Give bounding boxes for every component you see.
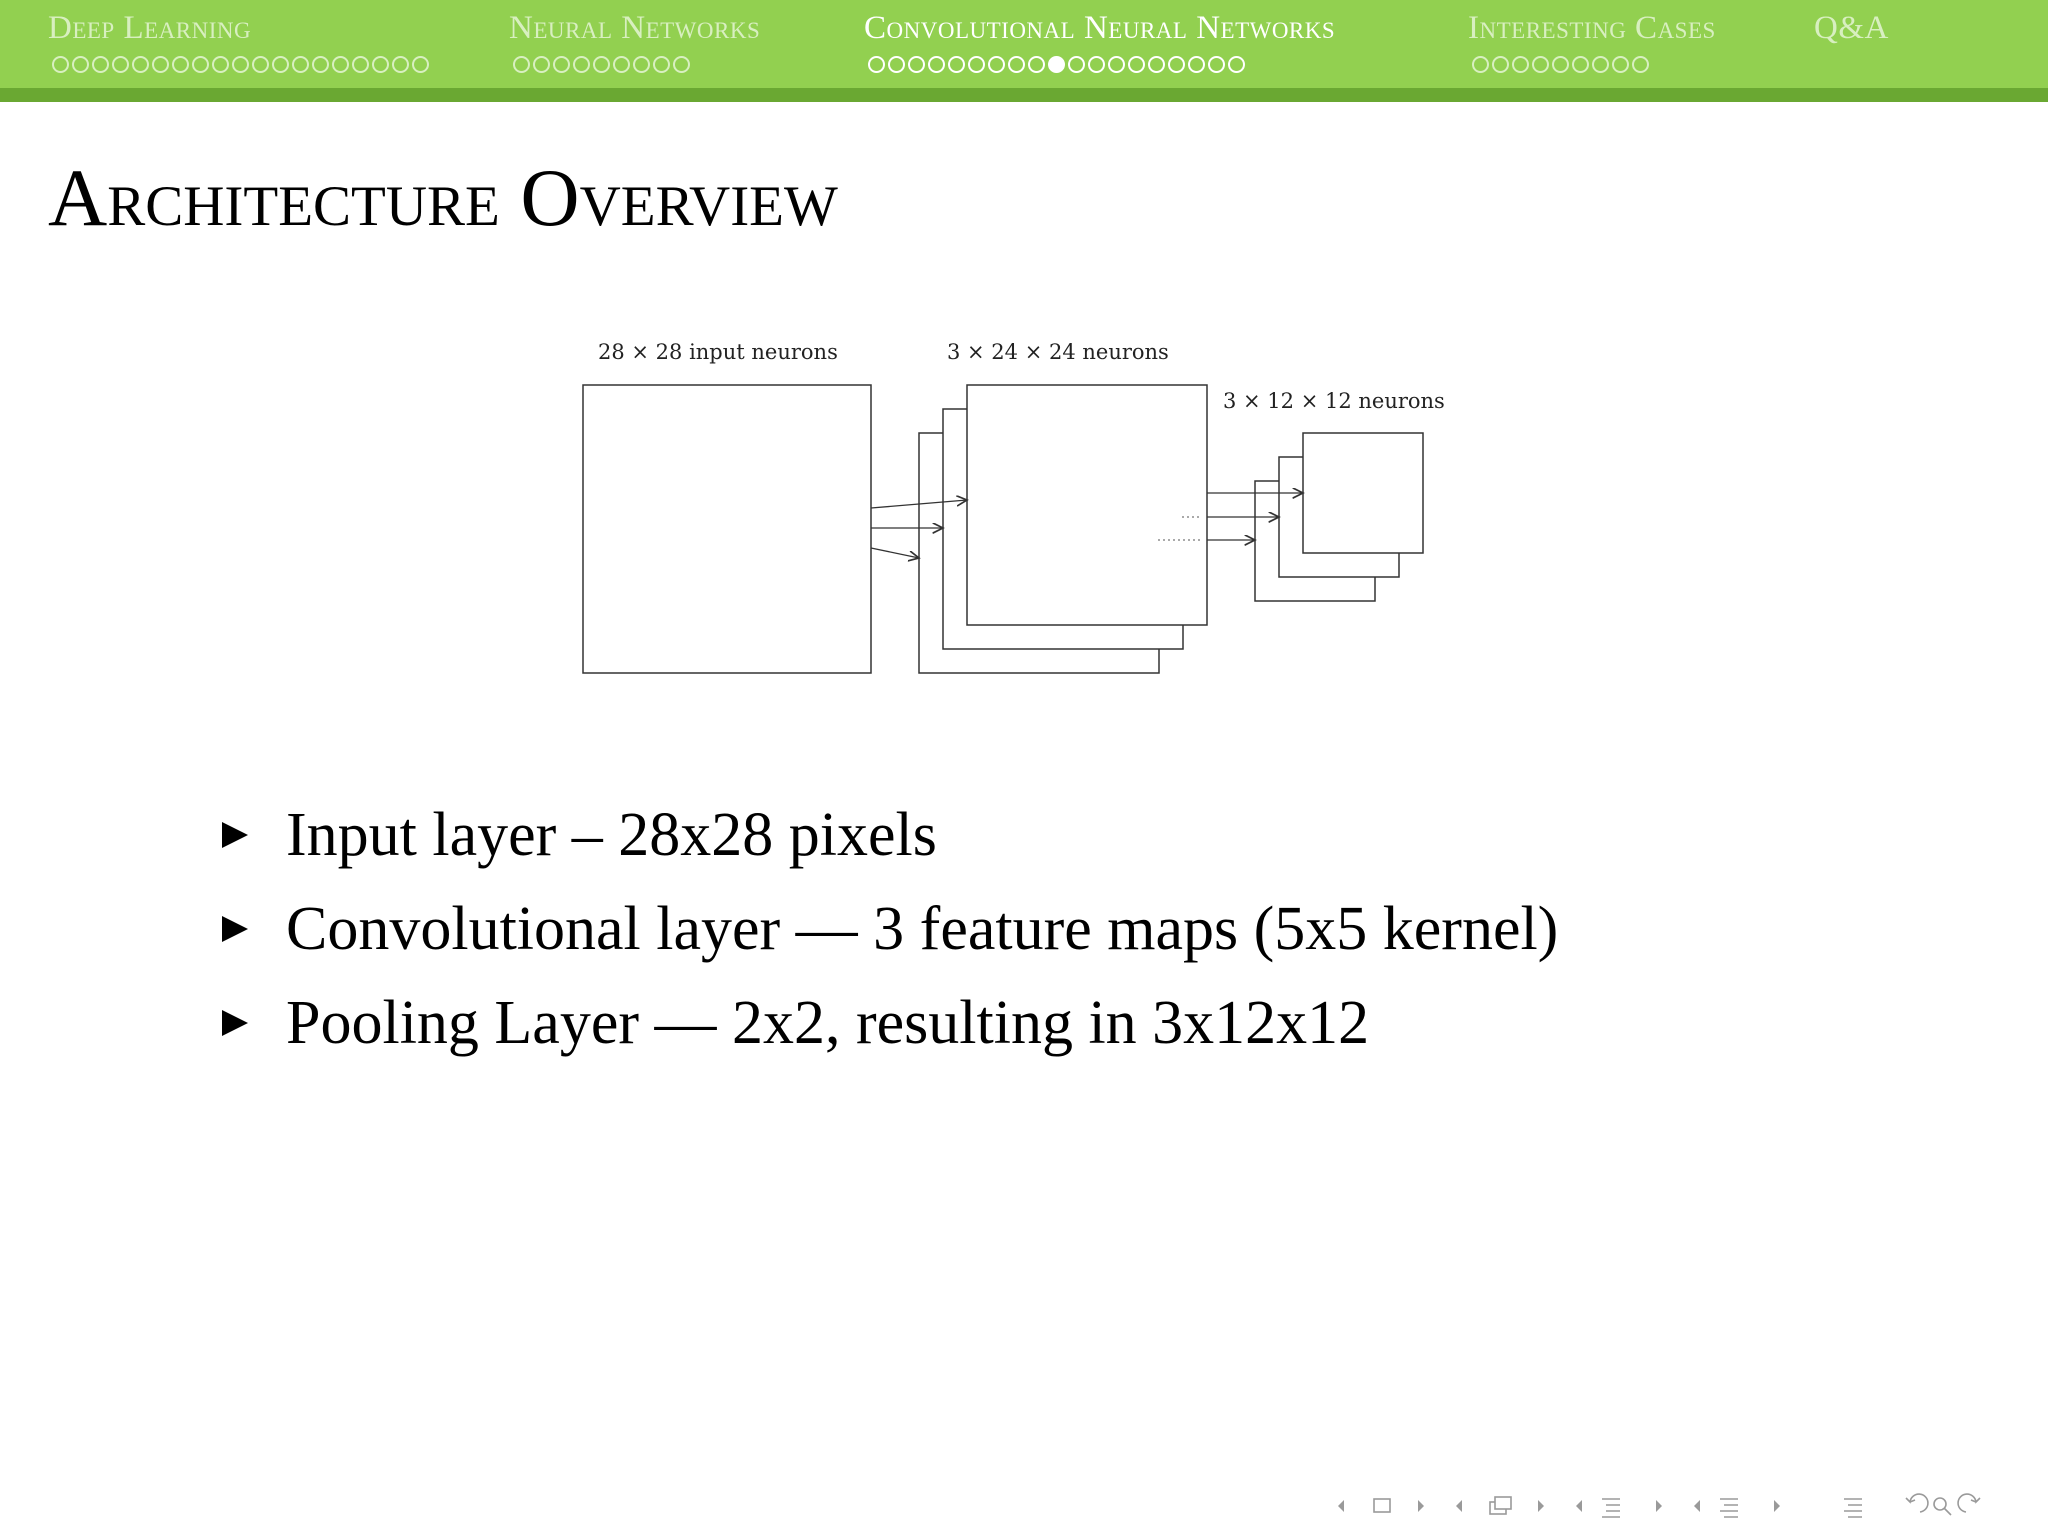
forward-icon[interactable] xyxy=(1958,1494,1980,1512)
frame-dot[interactable] xyxy=(232,56,249,73)
nav-dots xyxy=(48,56,429,73)
document-icon[interactable] xyxy=(1720,1499,1738,1517)
frame-dot[interactable] xyxy=(653,56,670,73)
frame-dot[interactable] xyxy=(352,56,369,73)
subsection-next-icon[interactable] xyxy=(1538,1500,1544,1512)
section-prev-icon[interactable] xyxy=(1576,1500,1582,1512)
frame-dot[interactable] xyxy=(292,56,309,73)
frame-dot[interactable] xyxy=(868,56,885,73)
frame-dot[interactable] xyxy=(968,56,985,73)
nav-section-interesting-cases[interactable] xyxy=(1468,8,1716,84)
input-layer-box xyxy=(583,385,871,673)
frame-dot[interactable] xyxy=(513,56,530,73)
frame-dot[interactable] xyxy=(573,56,590,73)
bullet-text: Pooling Layer — 2x2, resulting in 3x12x12 xyxy=(286,988,1370,1057)
frame-dot[interactable] xyxy=(332,56,349,73)
frame-dot[interactable] xyxy=(633,56,650,73)
frame-dot[interactable] xyxy=(1108,56,1125,73)
triangle-bullet-icon xyxy=(222,1010,248,1036)
frame-dot[interactable] xyxy=(392,56,409,73)
frame-dot[interactable] xyxy=(212,56,229,73)
frame-dot[interactable] xyxy=(132,56,149,73)
frame-dot[interactable] xyxy=(1008,56,1025,73)
frame-prev-icon[interactable] xyxy=(1338,1500,1344,1512)
nav-section-cnn[interactable] xyxy=(864,8,1335,84)
frame-dot[interactable] xyxy=(52,56,69,73)
frame-dot[interactable] xyxy=(1492,56,1509,73)
toc-icon[interactable] xyxy=(1844,1499,1862,1517)
nav-section-title[interactable]: Deep Learning xyxy=(48,10,252,46)
frame-dot[interactable] xyxy=(533,56,550,73)
frame-dot[interactable] xyxy=(1572,56,1589,73)
conv-layer-label: 3 × 24 × 24 neurons xyxy=(947,340,1169,364)
frame-icon[interactable] xyxy=(1374,1499,1390,1512)
frame-dot[interactable] xyxy=(1472,56,1489,73)
section-navigation-bar xyxy=(0,0,2048,88)
section-icon[interactable] xyxy=(1602,1499,1620,1517)
frame-dot[interactable] xyxy=(252,56,269,73)
nav-dots xyxy=(1468,56,1716,73)
pooled-map-1 xyxy=(1303,433,1423,553)
frame-dot[interactable] xyxy=(172,56,189,73)
frame-dot[interactable] xyxy=(1208,56,1225,73)
frame-dot[interactable] xyxy=(72,56,89,73)
nav-section-title[interactable]: Convolutional Neural Networks xyxy=(864,10,1336,46)
subsection-icon-back xyxy=(1495,1497,1511,1509)
frame-dot[interactable] xyxy=(1532,56,1549,73)
frame-dot[interactable] xyxy=(312,56,329,73)
frame-dot[interactable] xyxy=(1612,56,1629,73)
header-divider xyxy=(0,88,2048,102)
frame-dot[interactable] xyxy=(553,56,570,73)
frame-dot[interactable] xyxy=(1512,56,1529,73)
frame-dot[interactable] xyxy=(152,56,169,73)
frame-dot[interactable] xyxy=(1088,56,1105,73)
frame-title: Architecture Overview xyxy=(48,152,838,243)
frame-dot[interactable] xyxy=(948,56,965,73)
connection-arrow xyxy=(871,548,919,558)
frame-dot[interactable] xyxy=(1552,56,1569,73)
bullet-list xyxy=(218,788,1558,1070)
frame-dot[interactable] xyxy=(593,56,610,73)
nav-dots xyxy=(864,56,1335,73)
document-prev-icon[interactable] xyxy=(1694,1500,1700,1512)
frame-dot[interactable] xyxy=(1228,56,1245,73)
frame-dot[interactable] xyxy=(1128,56,1145,73)
subsection-prev-icon[interactable] xyxy=(1456,1500,1462,1512)
triangle-bullet-icon xyxy=(222,822,248,848)
nav-dots xyxy=(509,56,760,73)
nav-section-title[interactable]: Interesting Cases xyxy=(1468,10,1716,46)
frame-dot[interactable] xyxy=(613,56,630,73)
nav-section-neural-networks[interactable] xyxy=(509,8,760,84)
frame-dot[interactable] xyxy=(888,56,905,73)
section-next-icon[interactable] xyxy=(1656,1500,1662,1512)
frame-dot[interactable] xyxy=(673,56,690,73)
beamer-navigation-controls xyxy=(1330,1488,2030,1524)
frame-dot[interactable] xyxy=(1168,56,1185,73)
frame-dot[interactable] xyxy=(112,56,129,73)
frame-dot[interactable] xyxy=(928,56,945,73)
bullet-item xyxy=(218,788,1558,882)
frame-next-icon[interactable] xyxy=(1418,1500,1424,1512)
frame-dot[interactable] xyxy=(272,56,289,73)
search-handle xyxy=(1944,1508,1951,1515)
bullet-item xyxy=(218,976,1558,1070)
frame-dot[interactable] xyxy=(1188,56,1205,73)
frame-dot[interactable] xyxy=(372,56,389,73)
bullet-item xyxy=(218,882,1558,976)
nav-section-deep-learning[interactable] xyxy=(48,8,429,84)
frame-dot[interactable] xyxy=(192,56,209,73)
frame-dot[interactable] xyxy=(1148,56,1165,73)
back-icon[interactable] xyxy=(1906,1494,1928,1512)
frame-dot[interactable] xyxy=(1068,56,1085,73)
nav-section-title[interactable]: Neural Networks xyxy=(509,10,761,46)
document-next-icon[interactable] xyxy=(1774,1500,1780,1512)
frame-dot[interactable] xyxy=(1048,56,1065,73)
frame-dot[interactable] xyxy=(92,56,109,73)
input-layer-label: 28 × 28 input neurons xyxy=(598,340,838,364)
triangle-bullet-icon xyxy=(222,916,248,942)
frame-dot[interactable] xyxy=(908,56,925,73)
nav-section-qa[interactable] xyxy=(1814,8,1889,84)
frame-dot[interactable] xyxy=(412,56,429,73)
frame-dot[interactable] xyxy=(1592,56,1609,73)
frame-dot[interactable] xyxy=(988,56,1005,73)
bullet-text: Input layer – 28x28 pixels xyxy=(286,800,937,869)
cnn-architecture-diagram xyxy=(560,330,1480,700)
nav-section-title[interactable]: Q&A xyxy=(1814,10,1889,46)
feature-map-1 xyxy=(967,385,1207,625)
bullet-text: Convolutional layer — 3 feature maps (5x5 kernel) xyxy=(286,894,1559,963)
frame-dot[interactable] xyxy=(1028,56,1045,73)
frame-dot[interactable] xyxy=(1632,56,1649,73)
pool-layer-label: 3 × 12 × 12 neurons xyxy=(1223,389,1445,413)
